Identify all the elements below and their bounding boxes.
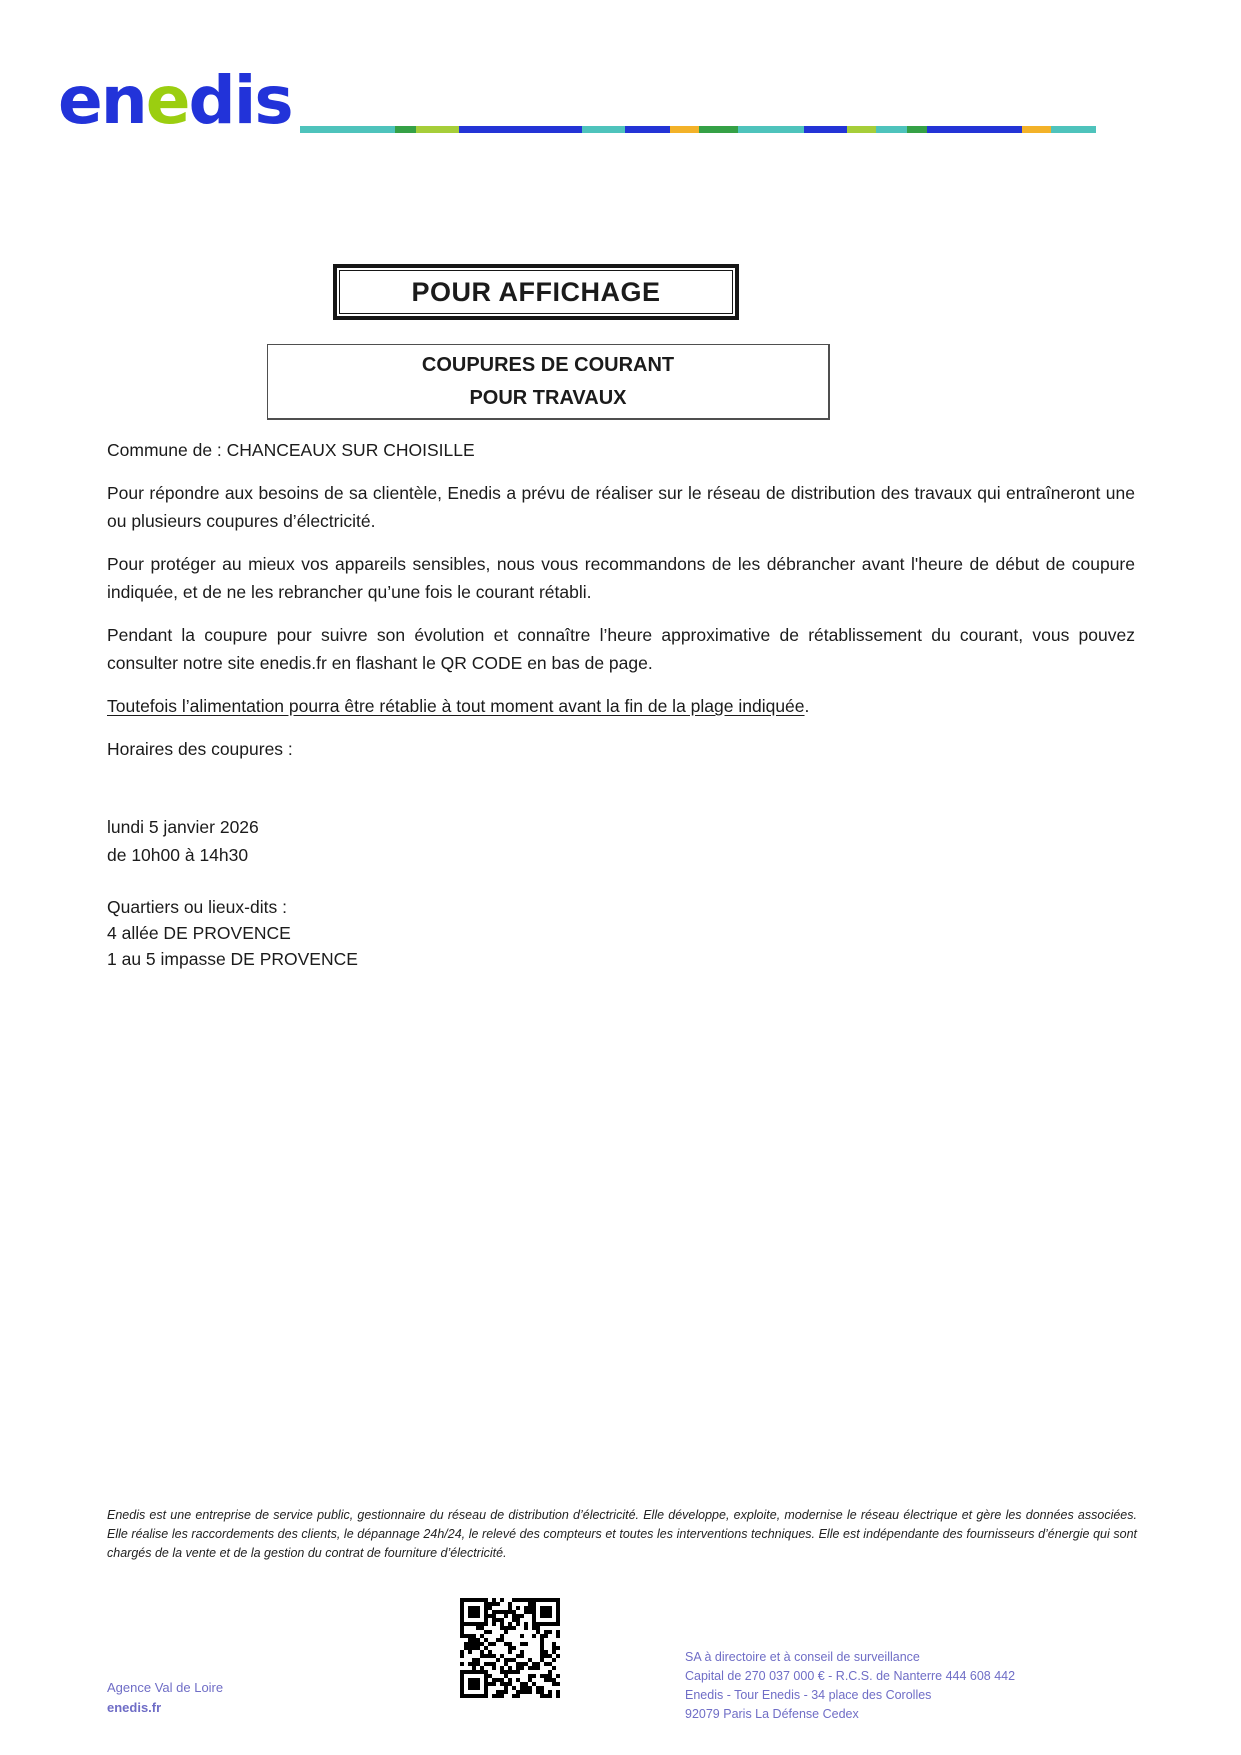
paragraph-intro: Pour répondre aux besoins de sa clientèle, Enedis a prévu de réaliser sur le réseau de distribution des travaux qui entraîneront une ou plusieurs coupures d’électricité. [107, 483, 1135, 531]
footer-company-block [685, 1648, 1015, 1724]
about-enedis-paragraph: Enedis est une entreprise de service public, gestionnaire du réseau de distribution d’électricité. Elle développe, exploite, modernise le réseau électrique et gère les données associées. Elle réalise les raccordements des clients, le dépannage 24h/24, le relevé des compteurs et toutes les interventions techniques. Elle est indépendante des fournisseurs d’énergie qui sont chargés de la vente et de la gestion du contrat de fourniture d’électricité. [107, 1508, 1137, 1560]
company-line: SA à directoire et à conseil de surveillance [685, 1650, 920, 1664]
document-body [107, 436, 1135, 972]
agency-name: Agence Val de Loire [107, 1680, 224, 1695]
qr-code [460, 1597, 560, 1699]
pour-affichage-banner [333, 264, 739, 320]
enedis-logo: enedis [58, 62, 292, 139]
paragraph-qrcode: Pendant la coupure pour suivre son évolution et connaître l’heure approximative de rétablissement du courant, vous pouvez consulter notre site enedis.fr en flashant le QR CODE en bas de page. [107, 625, 1135, 673]
brand-color-line [300, 126, 1096, 133]
horaires-label: Horaires des coupures : [107, 739, 293, 759]
underlined-sentence: Toutefois l’alimentation pourra être rétablie à tout moment avant la fin de la plage indiquée [107, 696, 805, 716]
coupures-notice-box [267, 344, 830, 420]
quartiers-block [107, 894, 1135, 972]
schedule-date: lundi 5 janvier 2026 [107, 817, 259, 837]
company-line: 92079 Paris La Défense Cedex [685, 1707, 859, 1721]
company-line: Capital de 270 037 000 € - R.C.S. de Nanterre 444 608 442 [685, 1669, 1016, 1683]
website-text: enedis.fr [107, 1700, 162, 1715]
banner-title: POUR AFFICHAGE [411, 276, 661, 307]
paragraph-protect: Pour protéger au mieux vos appareils sensibles, nous vous recommandons de les débrancher avant l'heure de début de coupure indiquée, et de ne les rebrancher qu’une fois le courant rétabli. [107, 554, 1135, 602]
footer-agency-block [107, 1678, 223, 1718]
notice-line-1: COUPURES DE COURANT [421, 353, 675, 376]
location-line: 1 au 5 impasse DE PROVENCE [107, 949, 358, 969]
notice-line-2: POUR TRAVAUX [469, 386, 627, 409]
company-line: Enedis - Tour Enedis - 34 place des Corolles [685, 1688, 932, 1702]
schedule-block [107, 813, 1135, 869]
quartiers-label: Quartiers ou lieux-dits : [107, 897, 287, 917]
pour-affichage-banner-inner [339, 270, 733, 314]
location-line: 4 allée DE PROVENCE [107, 923, 291, 943]
underlined-sentence-period: . [804, 696, 810, 716]
paragraph-toutefois [107, 692, 1135, 720]
schedule-time: de 10h00 à 14h30 [107, 845, 249, 865]
commune-line: Commune de : CHANCEAUX SUR CHOISILLE [107, 440, 475, 460]
